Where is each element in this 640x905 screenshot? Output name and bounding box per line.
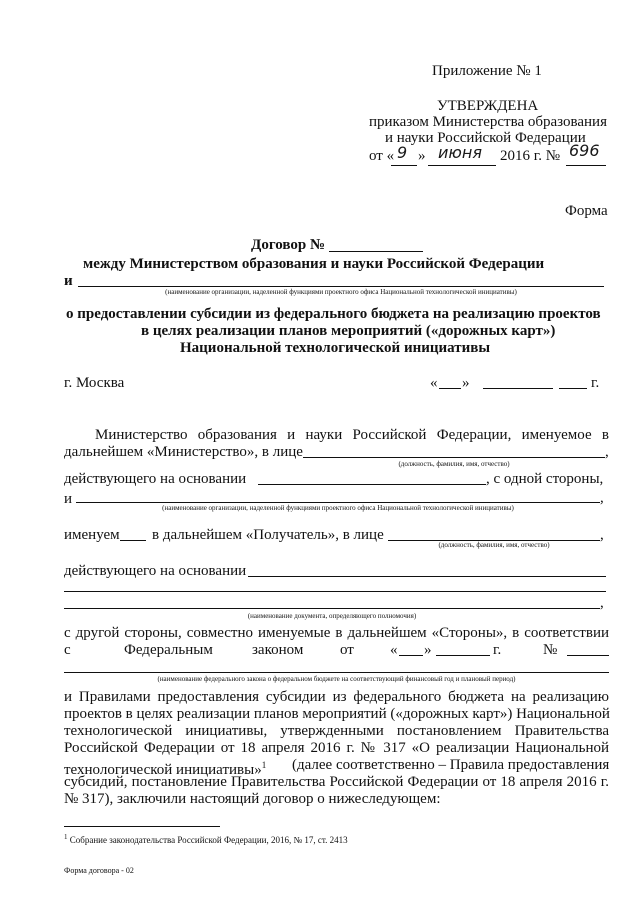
- law-word-federal: Федеральным: [124, 642, 213, 658]
- order-line-1: приказом Министерства образования: [369, 114, 607, 130]
- law-number: №: [543, 642, 558, 658]
- law-year: г.: [493, 642, 502, 658]
- law-word-law: законом: [252, 642, 304, 658]
- law-word-with: с: [64, 642, 71, 658]
- and-comma: ,: [600, 490, 604, 506]
- rules-line-5-end: (далее соответственно – Правила предоставления: [292, 757, 610, 773]
- p1-comma: ,: [605, 444, 609, 460]
- p1-line-1: Министерство образования и науки Российской Федерации, именуемое в: [95, 427, 609, 443]
- rules-line-4: Российской Федерации от 18 апреля 2016 г. № 317 «О реализации Национальной: [64, 740, 609, 756]
- law-quote-open: «: [390, 642, 398, 658]
- document-comma: ,: [600, 595, 604, 611]
- rules-line-6: субсидий, постановление Правительства Российской Федерации от 18 апреля 2016 г.: [64, 774, 609, 790]
- contract-title: Договор №: [251, 237, 326, 253]
- org-caption-title: (наименование организации, наделенной функциями проектного офиса Национальной технологической инициативы): [165, 288, 517, 296]
- subject-line-1: о предоставлении субсидии из федерального бюджета на реализацию проектов: [66, 306, 601, 322]
- form-label: Форма: [565, 203, 608, 219]
- basis-line-2: действующего на основании: [64, 563, 247, 579]
- form-code: Форма договора - 02: [64, 866, 134, 875]
- rules-line-1: и Правилами предоставления субсидии из федерального бюджета на реализацию: [64, 689, 609, 705]
- date-close-quote: »: [462, 375, 470, 391]
- order-date-mid: »: [418, 148, 426, 164]
- order-date-day: 9: [397, 143, 408, 162]
- approved-label: УТВЕРЖДЕНА: [437, 98, 539, 114]
- appendix-label: Приложение № 1: [432, 63, 542, 79]
- year-suffix: г.: [591, 375, 600, 391]
- date-open-quote: «: [430, 375, 438, 391]
- one-side: , с одной стороны,: [486, 471, 604, 487]
- position-caption-2: (должность, фамилия, имя, отчество): [438, 541, 550, 549]
- and-line: и: [64, 491, 73, 507]
- law-caption: (наименование федерального закона о федеральном бюджете на соответствующий финансовый год и плановый период): [157, 675, 516, 683]
- footnote-mark: 1: [64, 833, 68, 841]
- law-word-from: от: [340, 642, 354, 658]
- city: г. Москва: [64, 375, 125, 391]
- rules-line-3: технологической инициативы, утвержденными постановлением Правительства: [64, 723, 609, 739]
- document-caption: (наименование документа, определяющего полномочия): [247, 612, 417, 620]
- rules-line-5-text: технологической инициативы»: [64, 762, 262, 778]
- contract-and: и: [64, 273, 73, 289]
- named-rest: в дальнейшем «Получатель», в лице: [152, 527, 384, 543]
- order-date-month: июня: [438, 143, 482, 162]
- p1-line-2: дальнейшем «Министерство», в лице: [64, 444, 303, 460]
- footnote-ref: 1: [261, 760, 267, 770]
- footnote-text: Собрание законодательства Российской Федерации, 2016, № 17, ст. 2413: [69, 835, 348, 845]
- org-caption-body: (наименование организации, наделенной функциями проектного офиса Национальной технологической инициативы): [162, 504, 514, 512]
- subject-line-2: в целях реализации планов мероприятий («дорожных карт»): [141, 323, 556, 339]
- footnote: [64, 832, 348, 846]
- subject-line-3: Национальной технологической инициативы: [180, 340, 491, 356]
- position-caption-1: (должность, фамилия, имя, отчество): [398, 460, 510, 468]
- rules-line-2: проектов в целях реализации планов мероприятий («дорожных карт») Национальной: [64, 706, 610, 722]
- order-date-from: от «: [369, 148, 395, 164]
- order-line-2: и науки Российской Федерации: [385, 130, 586, 146]
- order-number: 696: [569, 141, 600, 160]
- named-prefix: именуем: [64, 527, 120, 543]
- contract-between: между Министерством образования и науки Российской Федерации: [83, 256, 545, 272]
- rules-line-7: № 317), заключили настоящий договор о нижеследующем:: [64, 791, 441, 807]
- named-comma: ,: [600, 527, 604, 543]
- basis-line: действующего на основании: [64, 471, 247, 487]
- order-date-year: 2016 г. №: [500, 148, 561, 164]
- other-side-line: с другой стороны, совместно именуемые в дальнейшем «Стороны», в соответствии: [64, 625, 609, 641]
- law-quote-close: »: [424, 642, 432, 658]
